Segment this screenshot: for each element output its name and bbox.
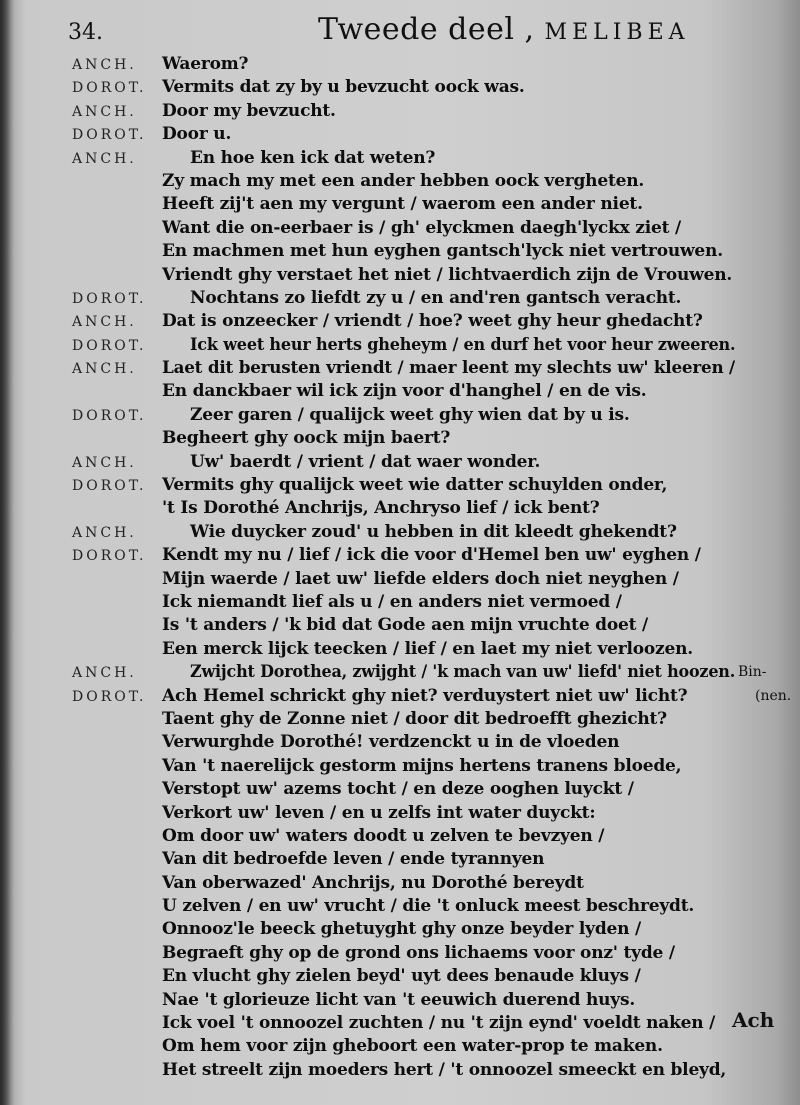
running-title-name: MELIBEA bbox=[544, 20, 690, 45]
verse-line bbox=[0, 499, 800, 522]
verse-text: Van 't naerelijck gestorm mijns hertens tranens bloede, bbox=[162, 755, 682, 776]
verse-line bbox=[0, 733, 800, 756]
running-title-prefix: Tweede deel , bbox=[318, 12, 535, 47]
verse-line bbox=[0, 382, 800, 405]
verse-line bbox=[0, 406, 800, 429]
speaker-label: ANCH. bbox=[72, 665, 137, 682]
page-number: 34. bbox=[68, 20, 103, 45]
verse-line bbox=[0, 289, 800, 312]
verse-line bbox=[0, 780, 800, 803]
running-title bbox=[318, 12, 690, 47]
verse-text: Mijn waerde / laet uw' liefde elders doch niet neyghen / bbox=[162, 568, 679, 589]
verse-text: Een merck lijck teecken / lief / en laet my niet verloozen. bbox=[162, 638, 693, 659]
verse-line bbox=[0, 266, 800, 289]
verse-text: Door u. bbox=[162, 124, 232, 145]
verse-line bbox=[0, 476, 800, 499]
verse-text: U zelven / en uw' vrucht / die 't onluck meest beschreydt. bbox=[162, 896, 695, 917]
verse-line bbox=[0, 55, 800, 78]
verse-line bbox=[0, 523, 800, 546]
verse-text: Wie duycker zoud' u hebben in dit kleedt ghekendt? bbox=[190, 521, 677, 542]
speaker-label: DOROT. bbox=[72, 548, 147, 565]
verse-text: Begheert ghy oock mijn baert? bbox=[162, 428, 451, 449]
verse-text: Ick voel 't onnoozel zuchten / nu 't zijn eynd' voeldt naken / bbox=[162, 1013, 716, 1034]
verse-text: Onnooz'le beeck ghetuyght ghy onze beyder lyden / bbox=[162, 919, 642, 940]
verse-text: Ick niemandt lief als u / en anders niet vermoed / bbox=[162, 591, 622, 612]
speaker-label: DOROT. bbox=[72, 688, 147, 705]
verse-text: Taent ghy de Zonne niet / door dit bedroefft ghezicht? bbox=[162, 708, 667, 729]
verse-text: Om door uw' waters doodt u zelven te bevzyen / bbox=[162, 825, 605, 846]
verse-line bbox=[0, 312, 800, 335]
verse-text: Heeft zij't aen my vergunt / waerom een ander niet. bbox=[162, 194, 643, 215]
verse-line bbox=[0, 429, 800, 452]
verse-line bbox=[0, 663, 800, 686]
verse-text: Zwijcht Dorothea, zwijght / 'k mach van uw' liefd' niet hoozen. bbox=[190, 662, 736, 683]
verse-text: Waerom? bbox=[162, 54, 249, 74]
verse-line bbox=[0, 219, 800, 242]
verse-text: Begraeft ghy op de grond ons lichaems voor onz' tyde / bbox=[162, 942, 675, 963]
verse-text: Het streelt zijn moeders hert / 't onnoozel smeeckt en bleyd, bbox=[162, 1059, 727, 1080]
verse-line bbox=[0, 897, 800, 920]
margin-note: Bin- bbox=[738, 664, 767, 681]
verse-line bbox=[0, 546, 800, 569]
verse-line bbox=[0, 570, 800, 593]
verse-text: 't Is Dorothé Anchrijs, Anchryso lief / ick bent? bbox=[162, 498, 600, 519]
verse-text: Verkort uw' leven / en u zelfs int water duyckt: bbox=[162, 802, 596, 823]
verse-text: En machmen met hun eyghen gantsch'lyck niet vertrouwen. bbox=[162, 241, 723, 262]
verse-line bbox=[0, 125, 800, 148]
verse-line bbox=[0, 827, 800, 850]
speaker-label: DOROT. bbox=[72, 290, 147, 307]
verse-line bbox=[0, 242, 800, 265]
verse-text: Nochtans zo liefdt zy u / en and'ren gantsch veracht. bbox=[190, 287, 682, 308]
verse-text: Nae 't glorieuze licht van 't eeuwich duerend huys. bbox=[162, 989, 636, 1010]
verse-text: Verwurghde Dorothé! verdzenckt u in de vloeden bbox=[162, 732, 620, 753]
verse-text: En vlucht ghy zielen beyd' uyt dees benaude kluys / bbox=[162, 966, 641, 987]
verse-text: Kendt my nu / lief / ick die voor d'Hemel ben uw' eyghen / bbox=[162, 545, 701, 566]
speaker-label: ANCH. bbox=[72, 103, 137, 120]
verse-text: Zeer garen / qualijck weet ghy wien dat by u is. bbox=[190, 404, 630, 425]
speaker-label: DOROT. bbox=[72, 80, 147, 97]
verse-text: Zy mach my met een ander hebben oock vergheten. bbox=[162, 170, 645, 191]
verse-line bbox=[0, 172, 800, 195]
verse-line bbox=[0, 850, 800, 873]
verse-text: Want die on-eerbaer is / gh' elyckmen daegh'lyckx ziet / bbox=[162, 217, 681, 238]
verse-text: Van oberwazed' Anchrijs, nu Dorothé bereydt bbox=[162, 872, 584, 893]
speaker-label: DOROT. bbox=[72, 407, 147, 424]
verse-text: Vriendt ghy verstaet het niet / lichtvaerdich zijn de Vrouwen. bbox=[162, 264, 733, 285]
verse-line bbox=[0, 967, 800, 990]
verse-line bbox=[0, 593, 800, 616]
speaker-label: DOROT. bbox=[72, 127, 147, 144]
catchword: Ach bbox=[732, 1008, 775, 1032]
verse-line bbox=[0, 687, 800, 710]
speaker-label: ANCH. bbox=[72, 57, 137, 73]
verse-line bbox=[0, 1061, 800, 1084]
verse-text: Dat is onzeecker / vriendt / hoe? weet ghy heur ghedacht? bbox=[162, 311, 703, 332]
verse-line bbox=[0, 944, 800, 967]
verse-text: Laet dit berusten vriendt / maer leent my slechts uw' kleeren / bbox=[162, 358, 735, 379]
verse-line bbox=[0, 640, 800, 663]
verse-line bbox=[0, 757, 800, 780]
verse-line bbox=[0, 453, 800, 476]
verse-line bbox=[0, 616, 800, 639]
verse-line bbox=[0, 920, 800, 943]
speaker-label: ANCH. bbox=[72, 524, 137, 541]
verse-line bbox=[0, 1037, 800, 1060]
speaker-label: DOROT. bbox=[72, 337, 147, 354]
verse-line bbox=[0, 336, 800, 359]
margin-note: (nen. bbox=[755, 687, 792, 704]
verse-line bbox=[0, 102, 800, 125]
verse-line bbox=[0, 149, 800, 172]
speaker-label: ANCH. bbox=[72, 454, 137, 471]
verse-text: Is 't anders / 'k bid dat Gode aen mijn vruchte doet / bbox=[162, 615, 648, 636]
verse-line bbox=[0, 1014, 800, 1037]
speaker-label: ANCH. bbox=[72, 314, 137, 331]
speaker-label: DOROT. bbox=[72, 478, 147, 495]
verse-line bbox=[0, 991, 800, 1014]
verse-line bbox=[0, 78, 800, 101]
verse-text: En hoe ken ick dat weten? bbox=[190, 147, 436, 168]
verse-block bbox=[0, 55, 800, 1084]
speaker-label: ANCH. bbox=[72, 361, 137, 378]
verse-text: Van dit bedroefde leven / ende tyrannyen bbox=[162, 849, 545, 870]
verse-line bbox=[0, 804, 800, 827]
verse-line bbox=[0, 359, 800, 382]
verse-line bbox=[0, 710, 800, 733]
verse-line bbox=[0, 195, 800, 218]
verse-text: Om hem voor zijn gheboort een water-prop te maken. bbox=[162, 1036, 663, 1057]
verse-text: En danckbaer wil ick zijn voor d'hanghel / en de vis. bbox=[162, 381, 647, 402]
page-header bbox=[68, 6, 768, 46]
verse-text: Vermits dat zy by u bevzucht oock was. bbox=[162, 77, 525, 98]
verse-text: Verstopt uw' azems tocht / en deze ooghen luyckt / bbox=[162, 779, 634, 800]
verse-text: Vermits ghy qualijck weet wie datter schuylden onder, bbox=[162, 475, 668, 496]
verse-text: Uw' baerdt / vrient / dat waer wonder. bbox=[190, 451, 541, 472]
verse-text: Ach Hemel schrickt ghy niet? verduystert niet uw' licht? bbox=[162, 685, 688, 706]
verse-text: Door my bevzucht. bbox=[162, 100, 336, 121]
verse-text: Ick weet heur herts gheheym / en durf het voor heur zweeren. bbox=[190, 334, 736, 355]
speaker-label: ANCH. bbox=[72, 150, 137, 167]
verse-line bbox=[0, 874, 800, 897]
